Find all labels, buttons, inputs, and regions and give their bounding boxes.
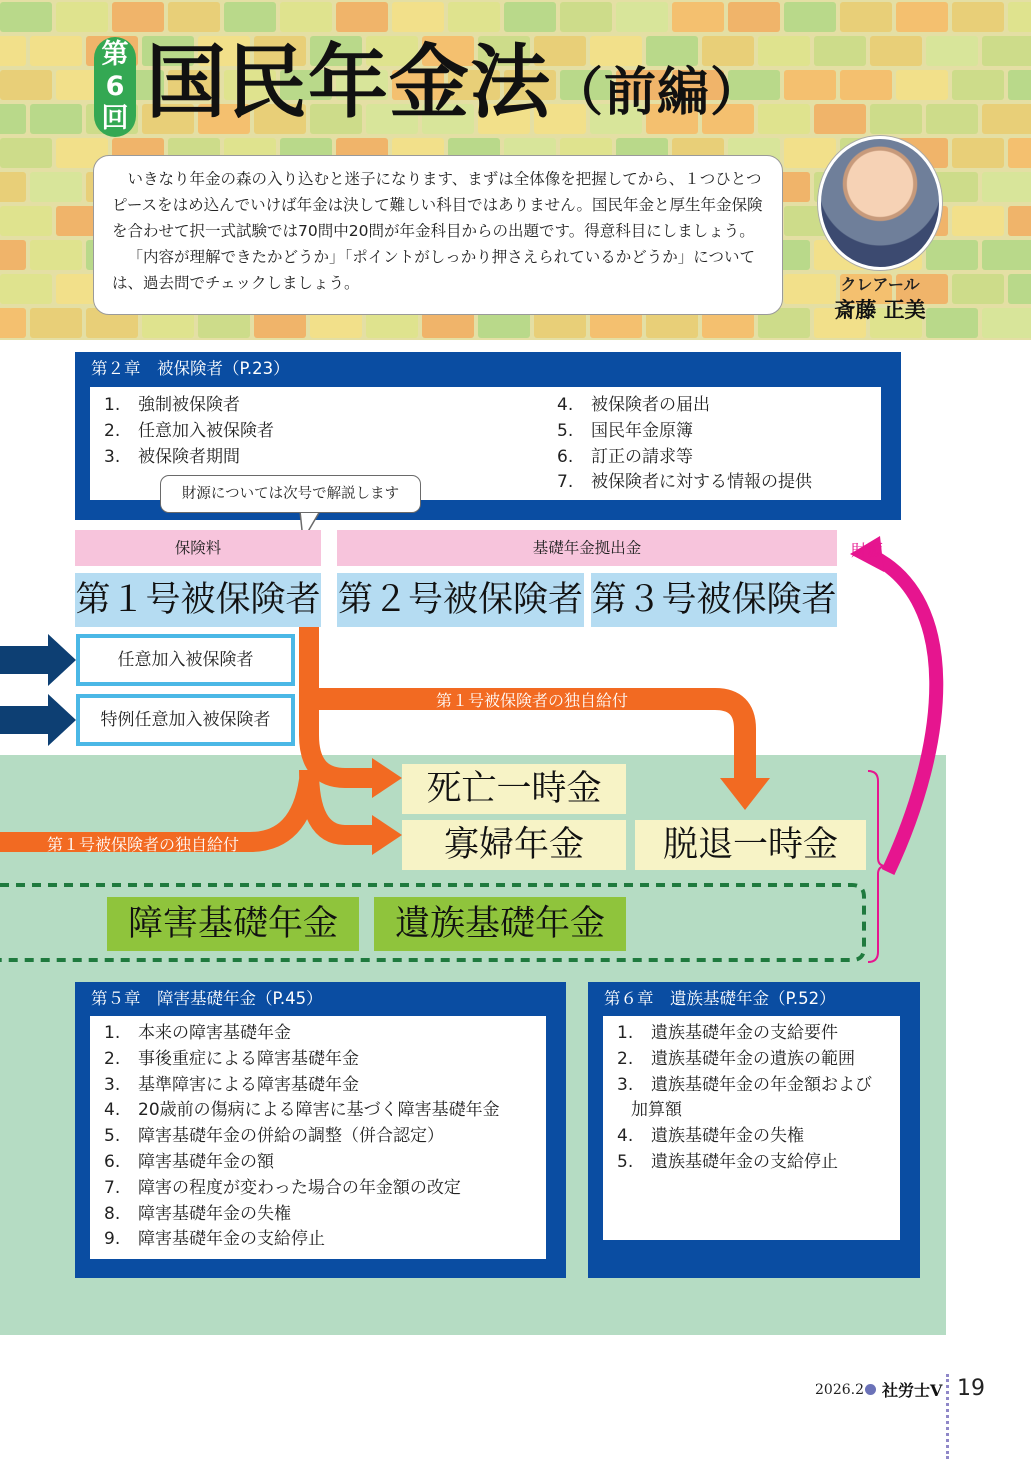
list-item: 3. 遺族基礎年金の年金額および — [617, 1074, 872, 1095]
chapter6-list-panel — [603, 1016, 900, 1240]
list-item: 4. 遺族基礎年金の失権 — [617, 1126, 804, 1147]
intro-paragraph: いきなり年金の森の入り込むと迷子になります、まずは全体像を把握してから、１つひとつピースをはめ込んでいけば年金は決して難しい科目ではありません。国民年金と厚生年金保険を合わせて択一式試験では70問中20問が年金科目からの出題です。得意科目にしましょう。 — [112, 170, 763, 240]
chapter5-list-panel — [90, 1016, 546, 1259]
list-item: 加算額 — [631, 1100, 682, 1121]
list-item: 4. 被保険者の届出 — [557, 395, 710, 415]
orange-head-death — [372, 758, 402, 798]
chapter6-box — [588, 982, 920, 1278]
footer-magazine-logo: 社労士V — [882, 1381, 943, 1400]
label-insurance-premium: 保険料 — [75, 530, 321, 566]
insured-type-2: 第２号被保険者 — [337, 573, 584, 627]
list-item: 7. 被保険者に対する情報の提供 — [557, 472, 812, 493]
author-organization: クレアール — [840, 275, 920, 294]
list-item: 5. 国民年金原簿 — [557, 420, 693, 441]
bubble-tail-mask — [298, 508, 324, 512]
orange-head-withdrawal — [720, 778, 770, 810]
chapter6-list — [617, 1021, 872, 1176]
navy-arrow-optional — [0, 634, 76, 686]
label-source: 財源 — [851, 541, 884, 560]
benefit-survivor-basic-pension: 遺族基礎年金 — [374, 897, 626, 951]
optional-insured-box: 任意加入被保険者 — [76, 634, 295, 686]
special-optional-insured-box: 特例任意加入被保険者 — [76, 694, 295, 746]
footer-separator — [946, 1374, 949, 1459]
list-item: 1. 本来の障害基礎年金 — [104, 1023, 291, 1043]
list-item: 7. 障害の程度が変わった場合の年金額の改定 — [104, 1177, 461, 1198]
list-item: 4. 20歳前の傷病による障害に基づく障害基礎年金 — [104, 1100, 500, 1121]
author-name: 斎藤 正美 — [834, 298, 926, 322]
magenta-arrow — [872, 556, 936, 872]
list-item: 3. 基準障害による障害基礎年金 — [104, 1074, 359, 1095]
benefit-death-lump-sum: 死亡一時金 — [402, 764, 626, 814]
list-item: 1. 遺族基礎年金の支給要件 — [617, 1023, 838, 1043]
insured-type-3: 第３号被保険者 — [591, 573, 837, 627]
list-item: 2. 事後重症による障害基礎年金 — [104, 1048, 359, 1069]
benefit-withdrawal-lump-sum: 脱退一時金 — [635, 820, 866, 870]
list-item: 5. 遺族基礎年金の支給停止 — [617, 1151, 838, 1172]
list-item: 1. 強制被保険者 — [104, 395, 240, 415]
chapter5-title: 第５章 障害基礎年金（P.45） — [91, 989, 323, 1008]
list-item: 2. 遺族基礎年金の遺族の範囲 — [617, 1048, 855, 1069]
chapter5-box — [75, 982, 566, 1278]
list-item: 6. 障害基礎年金の額 — [104, 1151, 274, 1172]
footer-date: 2026.2 — [815, 1382, 864, 1398]
badge-char: 回 — [101, 103, 129, 134]
list-item: 3. 被保険者期間 — [104, 446, 240, 467]
title-sub: （前編） — [551, 63, 764, 123]
list-item: 2. 任意加入被保険者 — [104, 420, 274, 441]
navy-arrow-special — [0, 694, 76, 746]
list-item: 9. 障害基礎年金の支給停止 — [104, 1229, 325, 1250]
title-main: 国民年金法 — [146, 36, 551, 129]
chapter5-list — [104, 1021, 500, 1253]
badge-char: 第 — [101, 39, 129, 70]
insured-type-1: 第１号被保険者 — [75, 573, 321, 627]
benefit-disability-basic-pension: 障害基礎年金 — [107, 897, 359, 951]
chapter2-title: 第２章 被保険者（P.23） — [91, 359, 290, 378]
badge-char: 6 — [105, 71, 125, 102]
magenta-brace — [868, 771, 886, 962]
orange-head-widow — [372, 815, 402, 855]
footer-dot — [865, 1384, 876, 1395]
label-own-benefit-top: 第１号被保険者の独自給付 — [436, 691, 629, 710]
label-basic-pension-contribution: 基礎年金拠出金 — [337, 530, 837, 566]
list-item: 6. 訂正の請求等 — [557, 446, 693, 467]
chapter6-title: 第６章 遺族基礎年金（P.52） — [604, 989, 836, 1008]
page-number: 19 — [957, 1376, 985, 1401]
list-item: 8. 障害基礎年金の失権 — [104, 1203, 291, 1224]
intro-paragraph: 「内容が理解できたかどうか」「ポイントがしっかり押さえられているかどうか」については、過去問でチェックしましょう。 — [112, 248, 755, 292]
list-item: 5. 障害基礎年金の併給の調整（併合認定） — [104, 1126, 444, 1147]
label-own-benefit-left: 第１号被保険者の独自給付 — [47, 835, 240, 854]
speech-bubble: 財源については次号で解説します — [160, 475, 421, 513]
benefit-widow-pension: 寡婦年金 — [402, 820, 626, 870]
